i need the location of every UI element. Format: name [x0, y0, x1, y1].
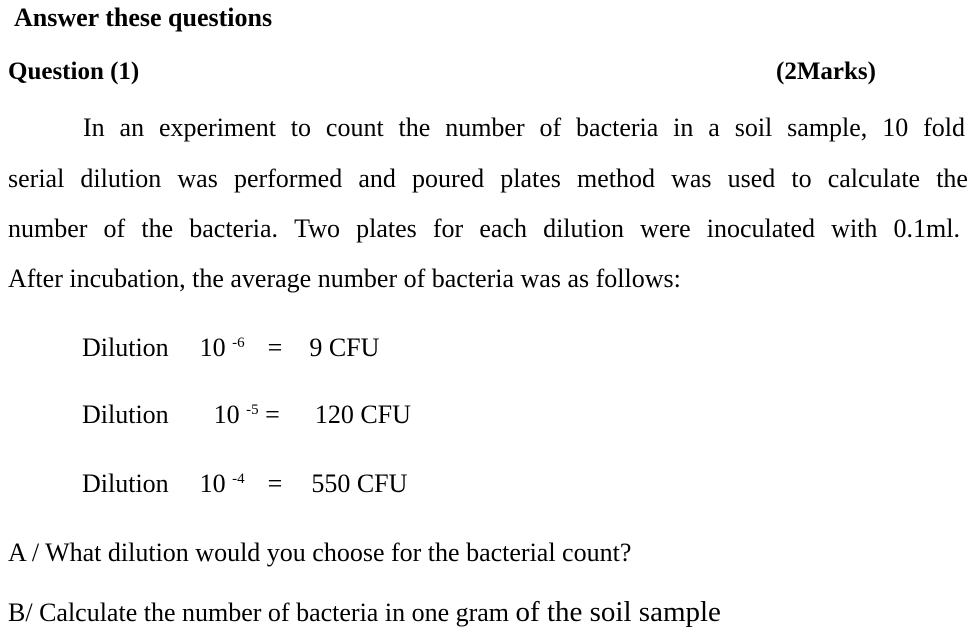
paragraph-word: the: [398, 113, 431, 142]
paragraph-word: and: [358, 164, 396, 193]
paragraph-word: in: [673, 113, 694, 142]
dilution-base: 10: [213, 400, 240, 429]
dilution-label: Dilution: [82, 333, 169, 362]
paragraph-word: with: [831, 214, 878, 243]
paragraph-word: an: [119, 113, 145, 142]
dilution-base: 10: [199, 333, 226, 362]
paragraph-word: used: [727, 164, 776, 193]
question-a: A / What dilution would you choose for the bacterial count?: [8, 538, 632, 567]
page-heading: Answer these questions: [14, 3, 273, 32]
dilution-equals: =: [267, 469, 283, 498]
paragraph-word: inoculated: [706, 214, 816, 243]
paragraph-word: bacteria: [576, 113, 659, 142]
dilution-result: 550 CFU: [311, 469, 408, 498]
paragraph-word: dilution: [80, 164, 162, 193]
paragraph-word: of: [539, 113, 562, 142]
paragraph-word: Two: [294, 214, 340, 243]
paragraph-word: serial: [8, 164, 65, 193]
paragraph-word: a: [708, 113, 720, 142]
paragraph-word: 0.1ml.: [893, 214, 960, 243]
paragraph-word: method: [577, 164, 655, 193]
dilution-label: Dilution: [82, 469, 169, 498]
dilution-equals: =: [267, 333, 283, 362]
dilution-row: [82, 335, 379, 361]
paragraph-word: the: [936, 164, 968, 193]
paragraph-word: number: [8, 214, 88, 243]
paragraph-word: poured: [411, 164, 485, 193]
paragraph-word: In: [83, 113, 105, 142]
dilution-base: 10: [199, 469, 226, 498]
paragraph-word: was: [671, 164, 712, 193]
paragraph-word: number: [445, 113, 525, 142]
dilution-equals: =: [265, 400, 280, 429]
paragraph-word: soil: [734, 113, 773, 142]
dilution-exponent: -4: [232, 471, 245, 487]
paragraph-word: were: [640, 214, 691, 243]
paragraph-line-2: [8, 166, 968, 192]
paragraph-word: 10: [882, 113, 909, 142]
dilution-exponent: -5: [246, 402, 259, 418]
paragraph-word: sample,: [787, 113, 868, 142]
paragraph-word: to: [791, 164, 812, 193]
paragraph-word: of: [103, 214, 126, 243]
paragraph-word: bacteria.: [189, 214, 278, 243]
paragraph-word: was: [177, 164, 218, 193]
question-marks: (2Marks): [776, 58, 876, 85]
paragraph-word: calculate: [827, 164, 921, 193]
paragraph-word: dilution: [543, 214, 624, 243]
paragraph-word: for: [432, 214, 464, 243]
paragraph-word: plates: [356, 214, 417, 243]
question-title: Question (1): [8, 58, 140, 85]
paragraph-word: each: [479, 214, 527, 243]
dilution-result: 9 CFU: [309, 333, 380, 362]
dilution-row: [82, 471, 407, 497]
paragraph-word: experiment: [158, 113, 276, 142]
dilution-result: 120 CFU: [314, 400, 411, 429]
dilution-label: Dilution: [82, 400, 169, 429]
paragraph-line-4: After incubation, the average number of bacteria was as follows:: [8, 264, 681, 293]
question-b-start: B/ Calculate the number of bacteria in one gram: [8, 598, 510, 627]
question-b: [8, 598, 721, 627]
question-b-end: of the soil sample: [515, 596, 721, 628]
paragraph-line-3: [8, 216, 960, 242]
paragraph-word: the: [141, 214, 174, 243]
paragraph-word: fold: [923, 113, 965, 142]
dilution-exponent: -6: [232, 335, 245, 351]
paragraph-line-1: [83, 115, 965, 141]
dilution-row: [82, 402, 411, 428]
paragraph-word: to: [290, 113, 312, 142]
paragraph-word: plates: [500, 164, 561, 193]
paragraph-word: performed: [233, 164, 343, 193]
paragraph-word: count: [325, 113, 384, 142]
